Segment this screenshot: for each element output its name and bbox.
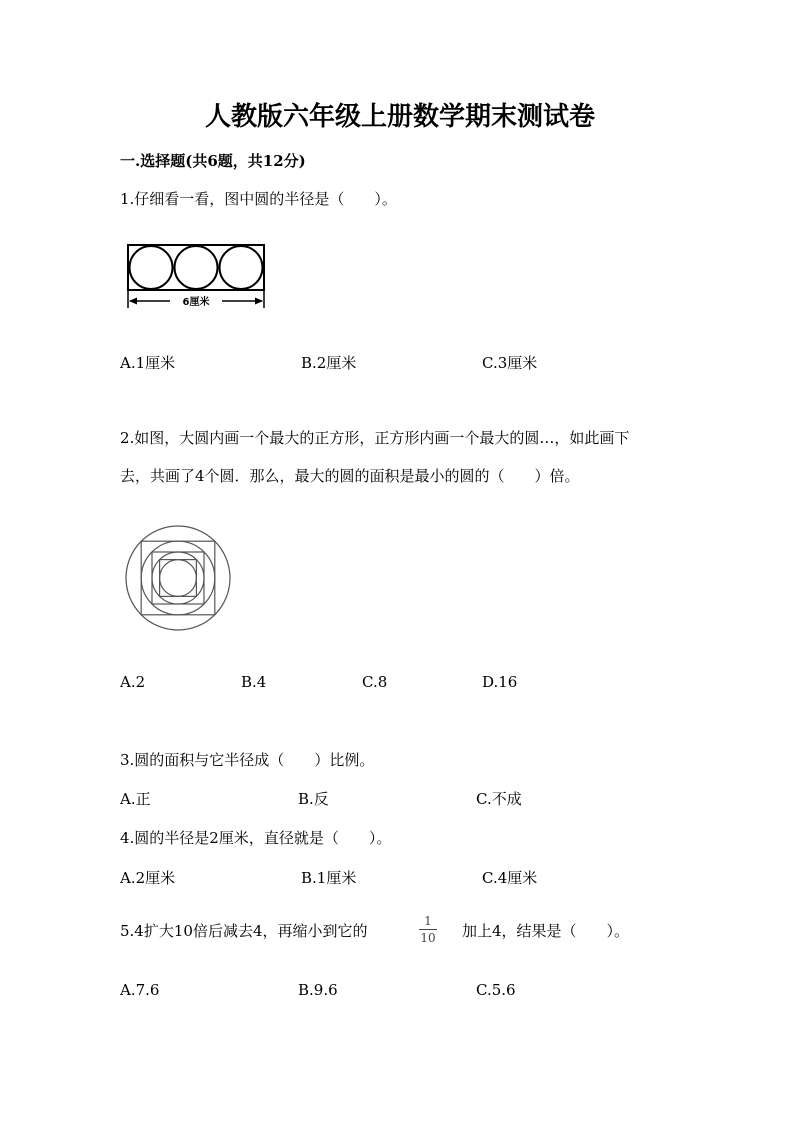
question-5-option-c[interactable]: C.5.6 <box>476 981 516 999</box>
question-1-figure-label: 6厘米 <box>182 297 210 308</box>
question-5-fraction <box>417 914 439 945</box>
question-4-option-c[interactable]: C.4厘米 <box>482 869 538 887</box>
question-1-option-a[interactable]: A.1厘米 <box>120 354 176 372</box>
section-heading: 一.选择题(共6题，共12分) <box>120 152 306 170</box>
question-1-option-b[interactable]: B.2厘米 <box>301 354 357 372</box>
question-5-text-before: 5.4扩大10倍后减去4，再缩小到它的 <box>120 922 368 940</box>
question-3-option-b[interactable]: B.反 <box>298 790 329 808</box>
question-3-option-c[interactable]: C.不成 <box>476 790 522 808</box>
question-2-text-line-1: 2.如图，大圆内画一个最大的正方形，正方形内画一个最大的圆…，如此画下 <box>120 429 630 447</box>
question-4-option-a[interactable]: A.2厘米 <box>120 869 176 887</box>
question-2-option-b[interactable]: B.4 <box>241 673 267 691</box>
fraction-numerator: 1 <box>424 914 432 928</box>
page-title: 人教版六年级上册数学期末测试卷 <box>204 102 595 132</box>
question-3-option-a[interactable]: A.正 <box>120 790 151 808</box>
question-2-text-line-2: 去，共画了4个圆．那么，最大的圆的面积是最小的圆的（ ）倍。 <box>120 467 580 485</box>
question-1-text: 1.仔细看一看，图中圆的半径是（ ）。 <box>120 190 397 208</box>
question-1-figure <box>122 242 270 314</box>
question-3-text: 3.圆的面积与它半径成（ ）比例。 <box>120 751 375 769</box>
question-2-figure <box>122 522 234 634</box>
question-5-option-a[interactable]: A.7.6 <box>120 981 160 999</box>
fraction-denominator: 10 <box>420 931 436 945</box>
question-2-option-c[interactable]: C.8 <box>362 673 388 691</box>
question-2-option-d[interactable]: D.16 <box>482 673 518 691</box>
question-4-text: 4.圆的半径是2厘米，直径就是（ ）。 <box>120 829 392 847</box>
fraction-bar <box>419 929 437 930</box>
question-2-option-a[interactable]: A.2 <box>120 673 146 691</box>
question-1-option-c[interactable]: C.3厘米 <box>482 354 538 372</box>
question-5-option-b[interactable]: B.9.6 <box>298 981 338 999</box>
question-4-option-b[interactable]: B.1厘米 <box>301 869 357 887</box>
question-5-text-after: 加上4，结果是（ ）。 <box>462 922 630 940</box>
